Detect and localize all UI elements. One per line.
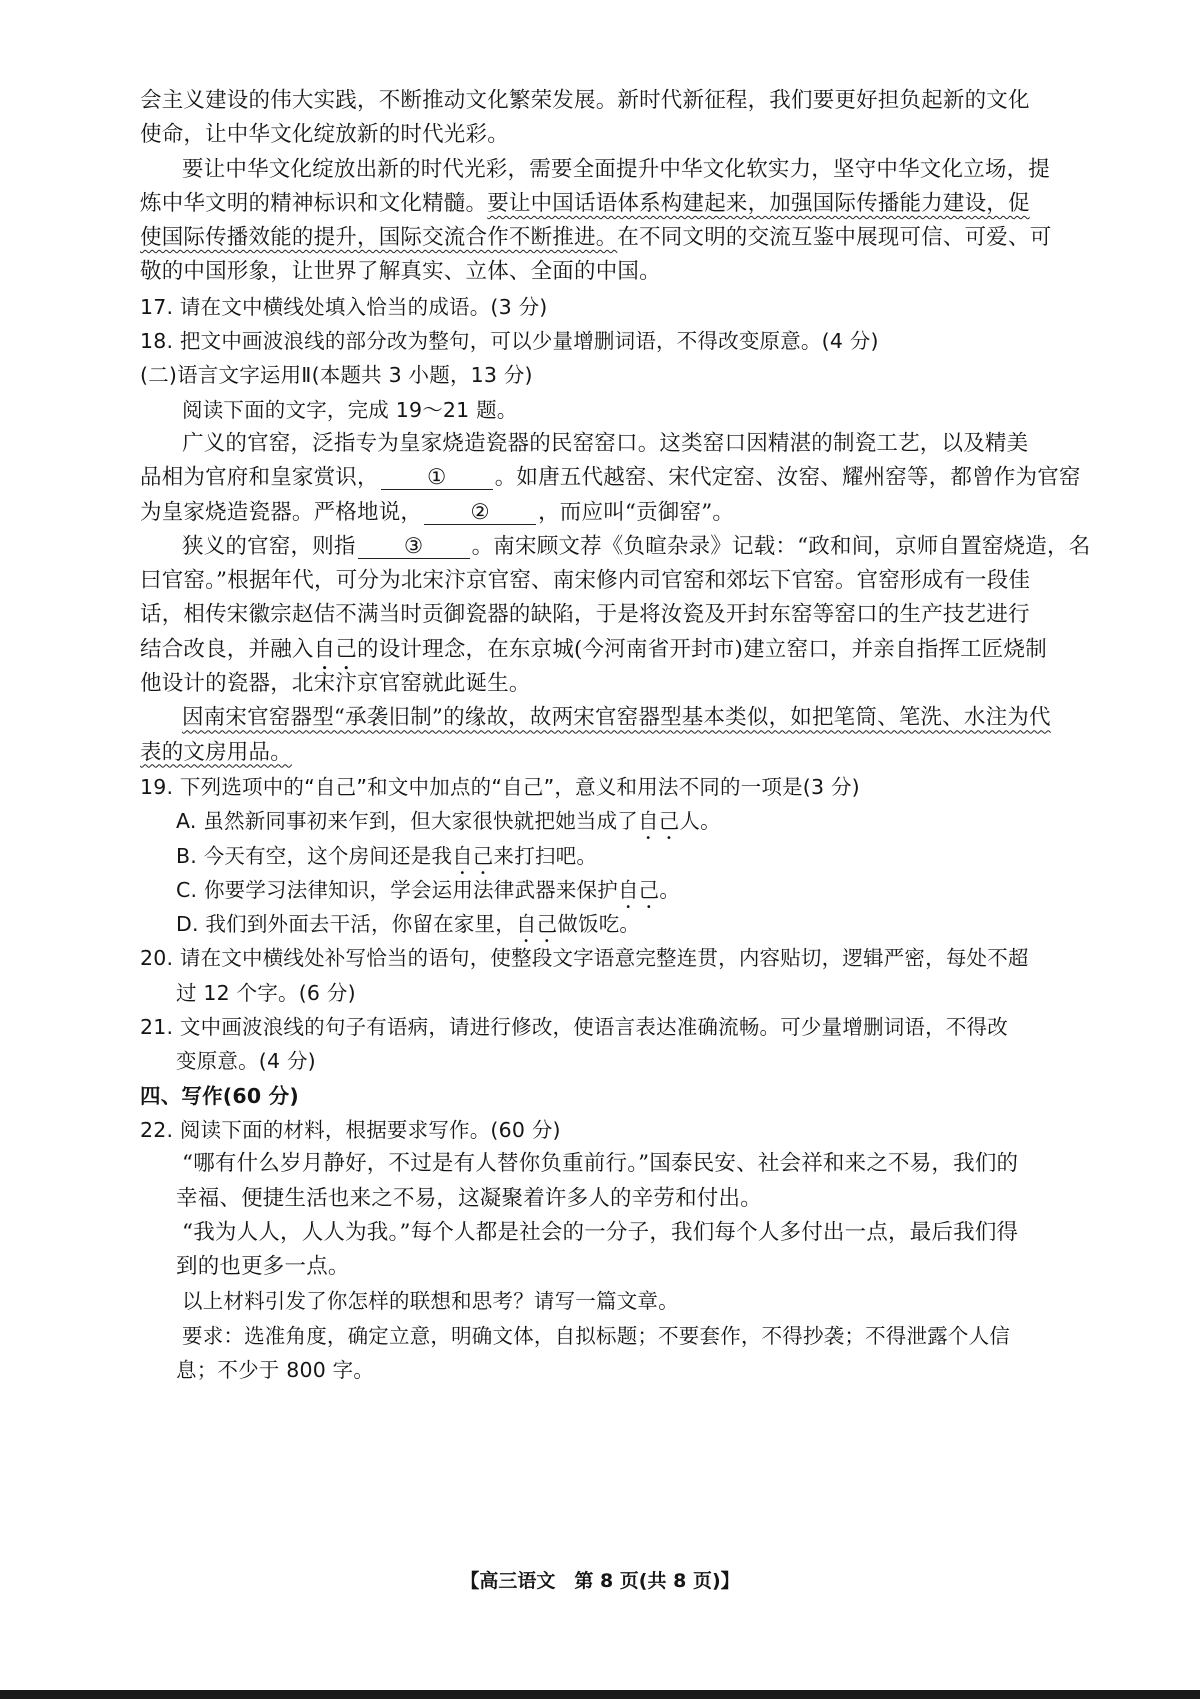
passage-line: [140, 701, 1090, 735]
material-line: “我为人人，人人为我。”每个人都是社会的一分子，我们每个人多付出一点，最后我们得: [182, 1219, 1019, 1245]
passage-line: [140, 736, 1090, 770]
material-line: 到的也更多一点。: [176, 1254, 350, 1280]
passage-line: 炼中华文明的精神标识和文化精髓。要让中国话语体系构建起来，加强国际传播能力建设，促: [140, 190, 1030, 216]
dotted-emphasis-text: 自己: [515, 912, 558, 937]
passage-line: 广义的官窑，泛指专为皇家烧造瓷器的民窑窑口。这类窑口因精湛的制瓷工艺，以及精美: [182, 430, 1029, 456]
question-17: 17. 请在文中横线处填入恰当的成语。(3 分): [140, 294, 548, 319]
option-a: A. 虽然新同事初来乍到，但大家很快就把她当成了自己人。: [176, 809, 721, 834]
option-c: C. 你要学习法律知识，学会运用法律武器来保护自己。: [176, 877, 681, 902]
dotted-emphasis-text: 自己: [313, 636, 358, 662]
section-heading: (二)语言文字运用Ⅱ(本题共 3 小题，13 分): [140, 363, 533, 388]
wavy-underlined-text: 使国际传播效能的提升，国际交流合作不断推进。: [140, 225, 618, 251]
passage-line: 话，相传宋徽宗赵佶不满当时贡御瓷器的缺陷，于是将汝瓷及开封东窑等窑口的生产技艺进行: [140, 602, 1030, 628]
passage-line: 狭义的官窑，则指 ③ 。南宋顾文荐《负暄杂录》记载：“政和间，京师自置窑烧造，名: [182, 533, 1091, 559]
passage-line: 曰官窑。”根据年代，可分为北宋汴京官窑、南宋修内司官窑和郊坛下官窑。官窑形成有一段佳: [140, 568, 1031, 594]
passage-line: 敬的中国形象，让世界了解真实、立体、全面的中国。: [140, 259, 661, 285]
question-22: 22. 阅读下面的材料，根据要求写作。(60 分): [140, 1117, 561, 1142]
passage-line: 使命，让中华文化绽放新的时代光彩。: [140, 122, 509, 148]
question-20: 20. 请在文中横线处补写恰当的语句，使整段文字语意完整连贯，内容贴切，逻辑严密，每处不超: [140, 946, 1029, 971]
fill-blank-2: ②: [424, 502, 536, 525]
wavy-underlined-text: 表的文房用品。: [140, 739, 292, 765]
option-b: B. 今天有空，这个房间还是我自己来打扫吧。: [176, 843, 598, 868]
wavy-underlined-text: 要让中国话语体系构建起来，加强国际传播能力建设，促: [487, 190, 1030, 216]
dotted-emphasis-text: 自己: [617, 877, 660, 902]
wavy-underlined-text: 因南宋官窑器型“承袭旧制”的缘故，故两宋官窑器型基本类似，如把笔筒、笔洗、水注为代: [182, 705, 1051, 731]
passage-line: 结合改良，并融入自己的设计理念，在东京城(今河南省开封市)建立窑口，并亲自指挥工匠烧制: [140, 636, 1047, 662]
passage-line: 品相为官府和皇家赏识， ① 。如唐五代越窑、宋代定窑、汝窑、耀州窑等，都曾作为官窑: [140, 465, 1081, 491]
passage-line: 会主义建设的伟大实践，不断推动文化繁荣发展。新时代新征程，我们要更好担负起新的文化: [140, 88, 1030, 113]
writing-requirements-cont: 息；不少于 800 字。: [176, 1357, 375, 1382]
question-20-cont: 过 12 个字。(6 分): [176, 980, 356, 1005]
dotted-emphasis-text: 自己: [638, 809, 680, 834]
material-line: 幸福、便捷生活也来之不易，这凝聚着许多人的辛劳和付出。: [176, 1185, 762, 1211]
page-footer: 【高三语文 第 8 页(共 8 页)】: [460, 1570, 740, 1592]
material-line: “哪有什么岁月静好，不过是有人替你负重前行。”国泰民安、社会祥和来之不易，我们的: [182, 1151, 1019, 1177]
question-21-cont: 变原意。(4 分): [176, 1049, 316, 1074]
passage-line: 为皇家烧造瓷器。严格地说， ② ，而应叫“贡御窑”。: [140, 499, 735, 525]
writing-requirements: 要求：选准角度，确定立意，明确文体，自拟标题；不要套作，不得抄袭；不得泄露个人信: [182, 1323, 1010, 1348]
scan-edge-bar: [0, 1690, 1200, 1699]
dotted-emphasis-text: 自己: [452, 843, 494, 868]
passage-line: 使国际传播效能的提升，国际交流合作不断推进。在不同文明的交流互鉴中展现可信、可爱、可: [140, 225, 1052, 251]
passage-line: 他设计的瓷器，北宋汴京官窑就此诞生。: [140, 671, 531, 697]
question-18: 18. 把文中画波浪线的部分改为整句，可以少量增删词语，不得改变原意。(4 分): [140, 329, 879, 354]
question-21: 21. 文中画波浪线的句子有语病，请进行修改，使语言表达准确流畅。可少量增删词语，不得改: [140, 1015, 1008, 1040]
exam-page: [140, 84, 1090, 1387]
reading-instruction: 阅读下面的文字，完成 19～21 题。: [182, 397, 518, 422]
fill-blank-3: ③: [358, 536, 470, 559]
option-d: D. 我们到外面去干活，你留在家里，自己做饭吃。: [176, 912, 641, 937]
question-19: 19. 下列选项中的“自己”和文中加点的“自己”，意义和用法不同的一项是(3 分): [140, 774, 860, 799]
writing-prompt: 以上材料引发了你怎样的联想和思考？请写一篇文章。: [182, 1289, 679, 1314]
fill-blank-1: ①: [381, 467, 493, 490]
section-heading: 四、写作(60 分): [140, 1083, 299, 1108]
passage-line: 要让中华文化绽放出新的时代光彩，需要全面提升中华文化软实力，坚守中华文化立场，提: [182, 156, 1051, 182]
